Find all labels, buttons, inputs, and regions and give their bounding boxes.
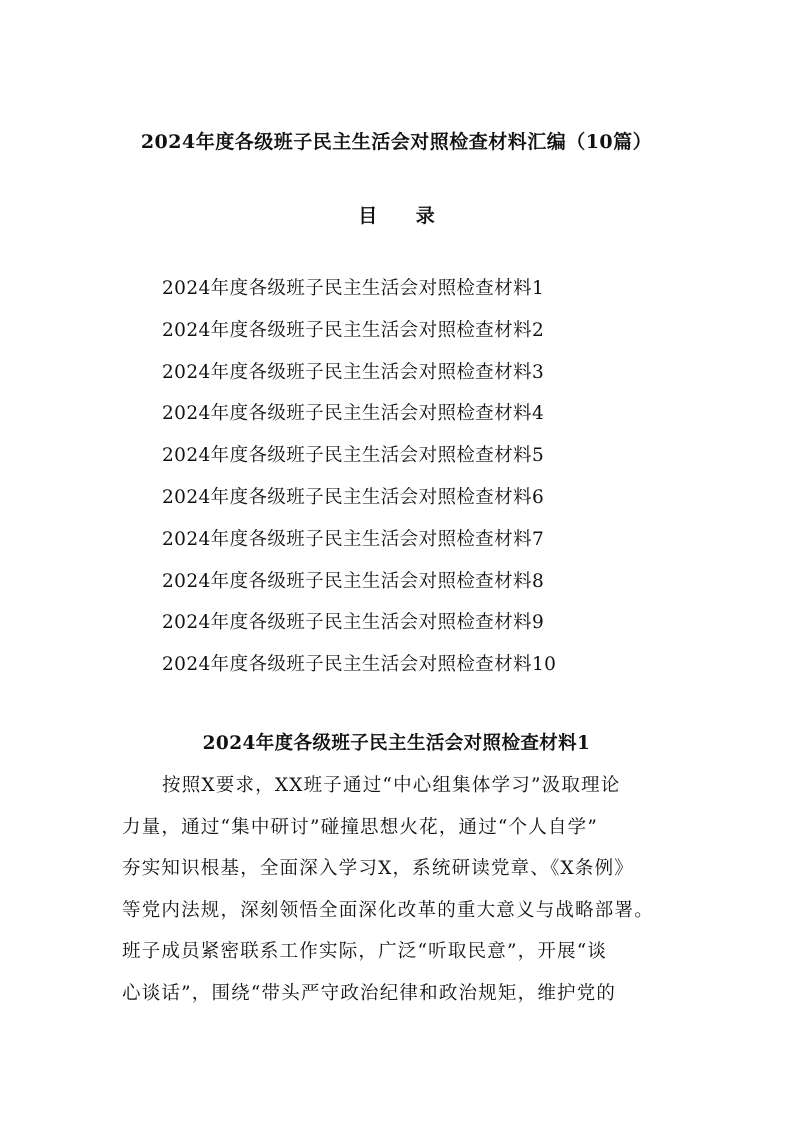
- toc-item[interactable]: 2024年度各级班子民主生活会对照检查材料4: [162, 403, 545, 425]
- toc-item[interactable]: 2024年度各级班子民主生活会对照检查材料1: [162, 278, 545, 299]
- toc-item[interactable]: 2024年度各级班子民主生活会对照检查材料5: [162, 445, 545, 467]
- toc-heading: 目 录: [358, 205, 451, 227]
- toc-item[interactable]: 2024年度各级班子民主生活会对照检查材料9: [162, 612, 545, 634]
- body-line: 夯实知识根基，全面深入学习X，系统研读党章、《X条例》: [122, 858, 634, 880]
- body-line: 等党内法规，深刻领悟全面深化改革的重大意义与战略部署。: [122, 899, 654, 921]
- toc-item[interactable]: 2024年度各级班子民主生活会对照检查材料10: [162, 654, 557, 676]
- section-title: 2024年度各级班子民主生活会对照检查材料1: [202, 733, 591, 754]
- body-line: 按照X要求，XX班子通过“中心组集体学习”汲取理论: [162, 775, 621, 796]
- toc-item[interactable]: 2024年度各级班子民主生活会对照检查材料6: [162, 486, 545, 508]
- document-title: 2024年度各级班子民主生活会对照检查材料汇编（10篇）: [140, 131, 653, 153]
- table-of-contents: [162, 268, 556, 686]
- body-line: 班子成员紧密联系工作实际，广泛“听取民意”，开展“谈: [122, 941, 608, 963]
- body-line: 力量，通过“集中研讨”碰撞思想火花，通过“个人自学”: [122, 816, 599, 838]
- toc-item[interactable]: 2024年度各级班子民主生活会对照检查材料8: [162, 570, 545, 592]
- body-paragraph: [122, 765, 682, 1015]
- toc-item[interactable]: 2024年度各级班子民主生活会对照检查材料3: [162, 361, 545, 383]
- body-line: 心谈话”，围绕“带头严守政治纪律和政治规矩，维护党的: [122, 982, 617, 1004]
- toc-item[interactable]: 2024年度各级班子民主生活会对照检查材料7: [162, 528, 545, 550]
- toc-item[interactable]: 2024年度各级班子民主生活会对照检查材料2: [162, 319, 545, 341]
